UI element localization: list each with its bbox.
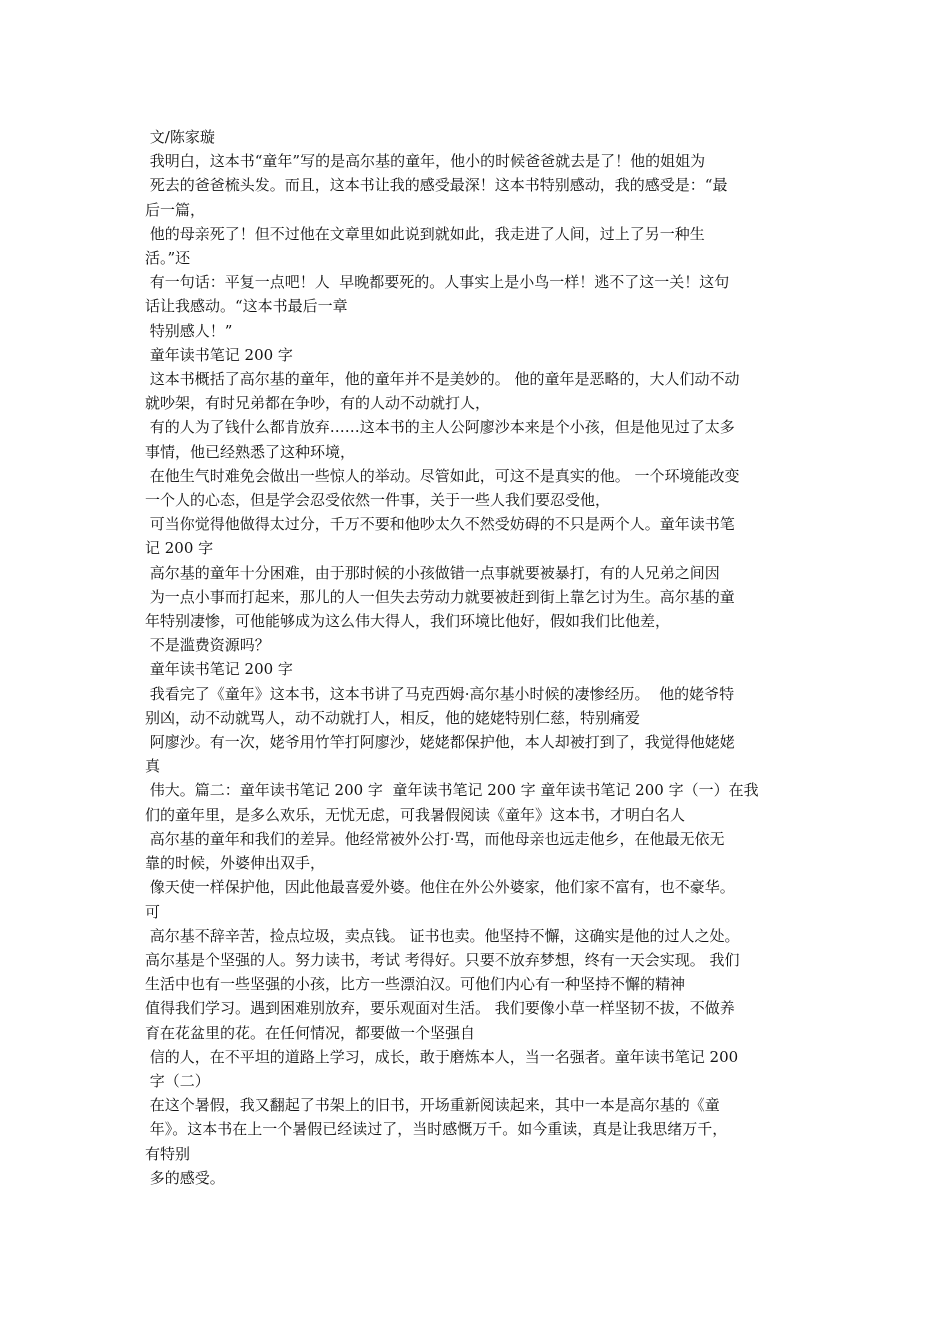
text-line: 信的人，在不平坦的道路上学习，成长，敢于磨炼本人，当一名强者。童年读书笔记 200 (145, 1047, 739, 1066)
text-line: 记 200 字 (145, 539, 214, 558)
text-line: 有一句话：平复一点吧！人 早晚都要死的。人事实上是小鸟一样！逃不了这一关！这句 (145, 273, 730, 292)
text-line: 高尔基的童年十分困难，由于那时候的小孩做错一点事就要被暴打，有的人兄弟之间因 (145, 563, 720, 582)
text-line: 阿廖沙。有一次，姥爷用竹竿打阿廖沙，姥姥都保护他，本人却被打到了，我觉得他姥姥 (145, 733, 735, 752)
text-line: 在这个暑假，我又翻起了书架上的旧书，开场重新阅读起来，其中一本是高尔基的《童 (145, 1096, 720, 1115)
text-line: 这本书概括了高尔基的童年，他的童年并不是美妙的。 他的童年是恶略的，大人们动不动 (145, 370, 740, 389)
text-line: 事情，他已经熟悉了这种环境， (145, 442, 356, 461)
text-line: 他的母亲死了！但不过他在文章里如此说到就如此，我走进了人间，过上了另一种生 (145, 224, 705, 243)
text-line: 有的人为了钱什么都肯放弃……这本书的主人公阿廖沙本来是个小孩，但是他见过了太多 (145, 418, 735, 437)
text-line: 活。”还 (145, 249, 191, 268)
text-line: 文/陈家璇 (145, 128, 215, 146)
text-line: 可 (145, 902, 161, 921)
text-line: 们的童年里，是多么欢乐，无忧无虑，可我暑假阅读《童年》这本书，才明白名人 (145, 805, 686, 824)
text-line: 伟大。篇二：童年读书笔记 200 字 童年读书笔记 200 字 童年读书笔记 200 字（一）在我 (145, 781, 759, 800)
text-line: 童年读书笔记 200 字 (145, 660, 293, 679)
text-line: 高尔基是个坚强的人。努力读书，考试 考得好。只要不放弃梦想，终有一天会实现。 我们 (145, 950, 740, 969)
text-line: 靠的时候，外婆伸出双手， (145, 854, 326, 873)
text-line: 后一篇， (145, 200, 206, 219)
text-line: 我看完了《童年》这本书，这本书讲了马克西姆·高尔基小时候的凄惨经历。 他的姥爷特 (145, 684, 735, 703)
text-line: 年特别凄惨，可他能够成为这么伟大得人，我们环境比他好，假如我们比他差， (145, 612, 671, 631)
text-line: 年》。这本书在上一个暑假已经读过了，当时感慨万千。如今重读，真是让我思绪万千， (145, 1120, 728, 1139)
text-line: 可当你觉得他做得太过分，千万不要和他吵太久不然受妨碍的不只是两个人。童年读书笔 (145, 515, 735, 534)
text-line: 育在花盆里的花。在任何情况，都要做一个坚强自 (145, 1023, 476, 1042)
text-line: 死去的爸爸梳头发。而且，这本书让我的感受最深！这本书特别感动，我的感受是：“最 (145, 176, 728, 195)
text-line: 生活中也有一些坚强的小孩，比方一些漂泊汉。可他们内心有一种坚持不懈的精神 (145, 975, 686, 994)
text-line: 真 (145, 757, 161, 776)
document-body (145, 125, 810, 1190)
text-line: 高尔基的童年和我们的差异。他经常被外公打·骂，而他母亲也远走他乡，在他最无依无 (145, 829, 725, 848)
text-line: 有特别 (145, 1144, 191, 1163)
text-line: 在他生气时难免会做出一些惊人的举动。尽管如此，可这不是真实的他。 一个环境能改变 (145, 466, 740, 485)
text-line: 为一点小事而打起来，那儿的人一但失去劳动力就要被赶到街上靠乞讨为生。高尔基的童 (145, 587, 735, 606)
text-line: 像天使一样保护他，因此他最喜爱外婆。他住在外公外婆家，他们家不富有，也不豪华。 (145, 878, 735, 897)
text-line: 就吵架，有时兄弟都在争吵，有的人动不动就打人， (145, 394, 491, 413)
text-line: 多的感受。 (145, 1168, 225, 1187)
text-line: 字（二） (145, 1071, 210, 1090)
text-line: 高尔基不辞辛苦，捡点垃圾，卖点钱。 证书也卖。他坚持不懈，这确实是他的过人之处。 (145, 926, 740, 945)
text-line: 别凶，动不动就骂人，动不动就打人，相反，他的姥姥特别仁慈，特别痛爱 (145, 708, 641, 727)
text-line: 我明白，这本书“童年”写的是高尔基的童年，他小的时候爸爸就去是了！他的姐姐为 (145, 152, 706, 171)
text-line: 童年读书笔记 200 字 (145, 345, 293, 364)
text-line: 值得我们学习。遇到困难别放弃，要乐观面对生活。 我们要像小草一样坚韧不拔，不做养 (145, 999, 735, 1018)
text-line: 不是滥费资源吗？ (145, 636, 270, 655)
text-line: 话让我感动。“这本书最后一章 (145, 297, 348, 316)
text-line: 特别感人！” (145, 321, 233, 340)
text-line: 一个人的心态，但是学会忍受依然一件事，关于一些人我们要忍受他， (145, 491, 611, 510)
